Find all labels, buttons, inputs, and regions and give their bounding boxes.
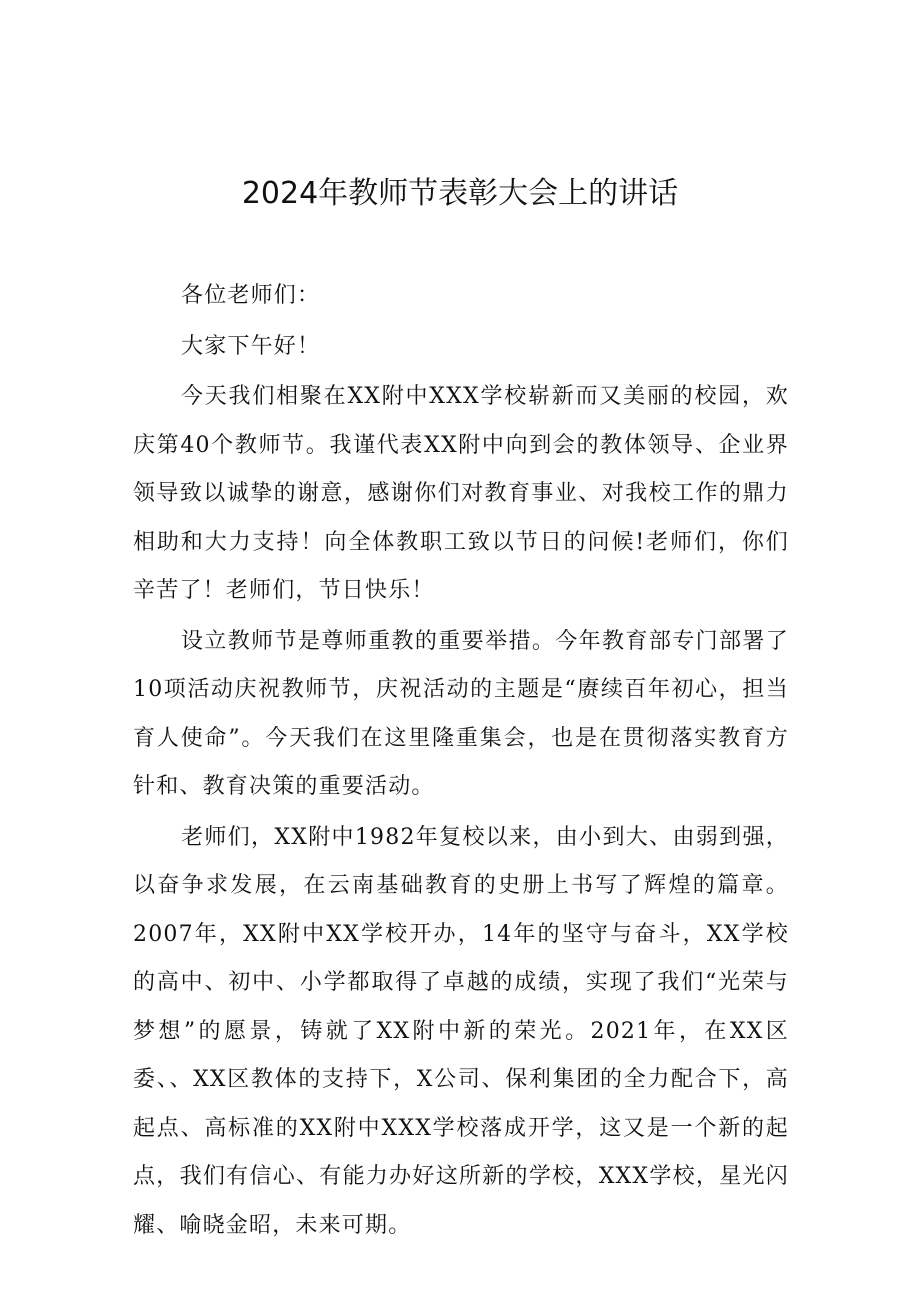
paragraph-teachers-day: 设立教师节是尊师重教的重要举措。今年教育部专门部署了10项活动庆祝教师节，庆祝活动的主题是“赓续百年初心，担当育人使命”。今天我们在这里隆重集会，也是在贯彻落实教育方针和、教育决策的重要活动。 bbox=[133, 628, 789, 799]
paragraph-school-history: 老师们，XX附中1982年复校以来，由小到大、由弱到强，以奋争求发展，在云南基础教育的史册上书写了辉煌的篇章。2007年，XX附中XX学校开办，14年的坚守与奋斗，XX学校的高中、初中、小学都取得了卓越的成绩，实现了我们“光荣与梦想”的愿景，铸就了XX附中新的荣光。2021年，在XX区委、、XX区教体的支持下，X公司、保利集团的全力配合下，高起点、高标准的XX附中XXX学校落成开学，这又是一个新的起点，我们有信心、有能力办好这所新的学校，XXX学校，星光闪耀、喻晓金昭，未来可期。 bbox=[133, 824, 789, 1238]
document-title: 2024年教师节表彰大会上的讲话 bbox=[241, 176, 679, 211]
document-body bbox=[133, 272, 789, 1250]
paragraph-salutation: 各位老师们： bbox=[181, 283, 321, 308]
paragraph-opening: 今天我们相聚在XX附中XXX学校崭新而又美丽的校园，欢庆第40个教师节。我谨代表XX附中向到会的教体领导、企业界领导致以诚挚的谢意，感谢你们对教育事业、对我校工作的鼎力相助和大力支持！向全体教职工致以节日的问候!老师们，你们辛苦了！老师们，节日快乐！ bbox=[133, 384, 789, 603]
paragraph-greeting: 大家下午好！ bbox=[181, 333, 321, 359]
